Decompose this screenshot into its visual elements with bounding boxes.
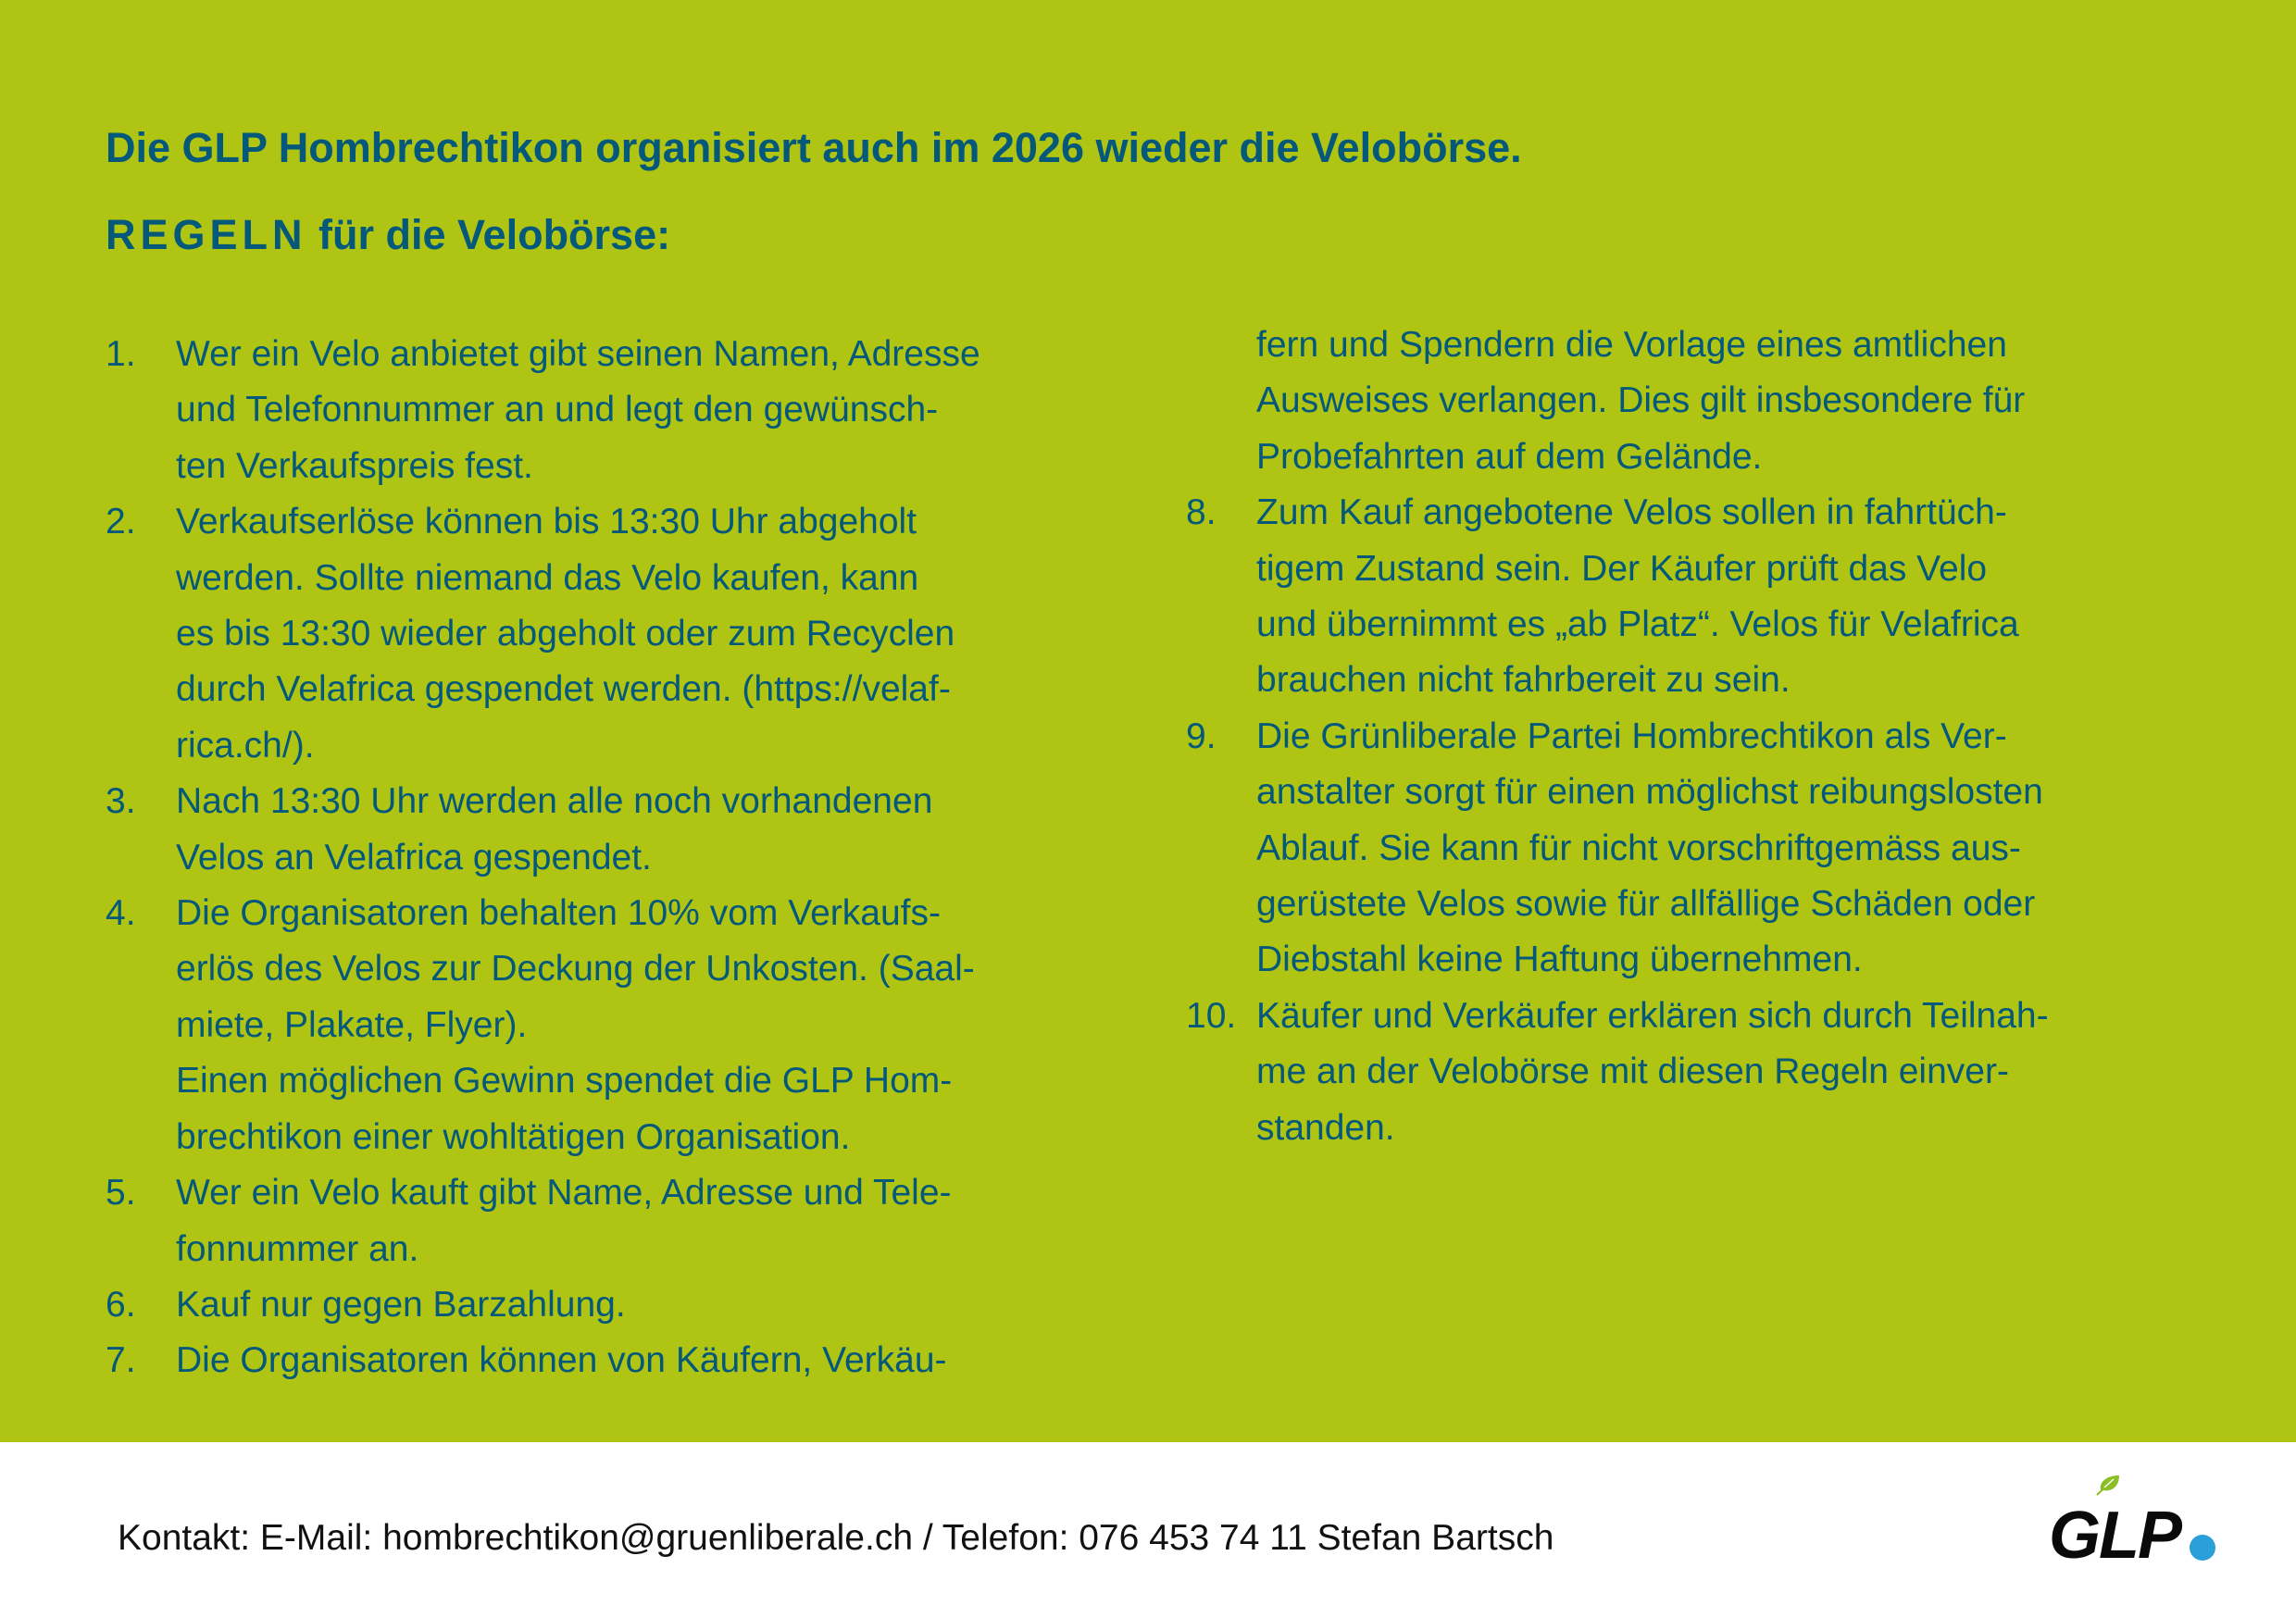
rule-item xyxy=(106,327,1142,494)
rule-text-line: Wer ein Velo anbietet gibt seinen Namen, Adresse xyxy=(176,334,980,374)
rule-text-line: miete, Plakate, Flyer). xyxy=(176,1004,528,1045)
rule-text-line: Diebstahl keine Haftung übernehmen. xyxy=(1256,940,1863,980)
rule-text-line: Probefahrten auf dem Gelände. xyxy=(1256,436,1763,477)
rule-text-line: Einen möglichen Gewinn spendet die GLP Hom- xyxy=(176,1061,953,1101)
rule-number: 4. xyxy=(106,893,136,934)
rule-text-line: Käufer und Verkäufer erklären sich durch Teilnah- xyxy=(1256,995,2049,1036)
rule-text-line: durch Velafrica gespendet werden. (https://velaf- xyxy=(176,669,951,710)
logo-dot xyxy=(2190,1535,2215,1561)
rule-text-line: Zum Kauf angebotene Velos sollen in fahrtüch- xyxy=(1256,492,2007,533)
rule-text-line: anstalter sorgt für einen möglichst reibungslosten xyxy=(1256,772,2043,813)
rule-text-line: Ablauf. Sie kann für nicht vorschriftgemäss aus- xyxy=(1256,828,2021,868)
rule-text-line: gerüstete Velos sowie für allfällige Schäden oder xyxy=(1256,884,2036,925)
rules-heading-rest: für die Velobörse: xyxy=(306,211,671,258)
leaf-icon xyxy=(2095,1474,2121,1496)
rule-text-line: Kauf nur gegen Barzahlung. xyxy=(176,1284,626,1325)
rule-text-line: es bis 13:30 wieder abgeholt oder zum Recyclen xyxy=(176,614,955,654)
rule-text-line: Die Grünliberale Partei Hombrechtikon als Ver- xyxy=(1256,716,2007,756)
rule-item xyxy=(1186,709,2223,989)
glp-logo xyxy=(2041,1474,2227,1573)
rule-item xyxy=(1186,317,2223,485)
rule-item xyxy=(1186,989,2223,1156)
rule-text-line: brechtikon einer wohltätigen Organisation. xyxy=(176,1116,851,1157)
rule-text-line: und übernimmt es „ab Platz“. Velos für Velafrica xyxy=(1256,604,2019,645)
rule-text-line: Die Organisatoren können von Käufern, Verkäu- xyxy=(176,1340,947,1381)
logo-text: GLP xyxy=(2049,1499,2181,1573)
rule-text-line: Die Organisatoren behalten 10% vom Verkaufs- xyxy=(176,893,941,934)
rule-number: 6. xyxy=(106,1284,136,1325)
rule-item xyxy=(106,886,1142,1165)
rule-number: 3. xyxy=(106,781,136,822)
rules-column-right xyxy=(1186,317,2223,1156)
rules-heading xyxy=(106,211,670,259)
rule-number: 10. xyxy=(1186,995,1237,1036)
rule-text-line: Verkaufserlöse können bis 13:30 Uhr abgeholt xyxy=(176,502,917,542)
rule-number: 7. xyxy=(106,1340,136,1381)
rule-text-line: erlös des Velos zur Deckung der Unkosten. (Saal- xyxy=(176,949,975,989)
rule-text-line: tigem Zustand sein. Der Käufer prüft das Velo xyxy=(1256,548,1988,589)
rule-number: 1. xyxy=(106,334,136,374)
rule-text-line: fern und Spendern die Vorlage eines amtlichen xyxy=(1256,325,2007,365)
rule-number: 2. xyxy=(106,502,136,542)
rule-text-line: Ausweises verlangen. Dies gilt insbesondere für xyxy=(1256,380,2026,421)
rules-column-left xyxy=(106,327,1142,1389)
rule-text-line: werden. Sollte niemand das Velo kaufen, kann xyxy=(176,557,919,598)
intro-heading: Die GLP Hombrechtikon organisiert auch im 2026 wieder die Velobörse. xyxy=(106,124,1522,171)
rule-number: 8. xyxy=(1186,492,1217,533)
rule-number: 5. xyxy=(106,1173,136,1214)
rule-text-line: me an der Velobörse mit diesen Regeln einver- xyxy=(1256,1052,2009,1092)
rule-text-line: Nach 13:30 Uhr werden alle noch vorhandenen xyxy=(176,781,933,822)
rule-item xyxy=(1186,485,2223,709)
rule-item xyxy=(106,494,1142,774)
rule-item xyxy=(106,1277,1142,1333)
rules-heading-caps: REGELN xyxy=(106,211,307,258)
rule-text-line: Wer ein Velo kauft gibt Name, Adresse und Tele- xyxy=(176,1173,952,1214)
rule-number: 9. xyxy=(1186,716,1217,756)
rule-text-line: Velos an Velafrica gespendet. xyxy=(176,837,652,877)
rule-text-line: und Telefonnummer an und legt den gewünsch- xyxy=(176,390,939,430)
contact-line: Kontakt: E-Mail: hombrechtikon@gruenliberale.ch / Telefon: 076 453 74 11 Stefan Bartsch xyxy=(118,1518,1554,1558)
rule-text-line: rica.ch/). xyxy=(176,725,315,765)
rule-text-line: standen. xyxy=(1256,1107,1395,1148)
rule-item xyxy=(106,1333,1142,1388)
rule-text-line: fonnummer an. xyxy=(176,1228,419,1269)
rule-text-line: ten Verkaufspreis fest. xyxy=(176,445,533,486)
rule-text-line: brauchen nicht fahrbereit zu sein. xyxy=(1256,660,1791,701)
rule-item xyxy=(106,1165,1142,1277)
rule-item xyxy=(106,774,1142,886)
